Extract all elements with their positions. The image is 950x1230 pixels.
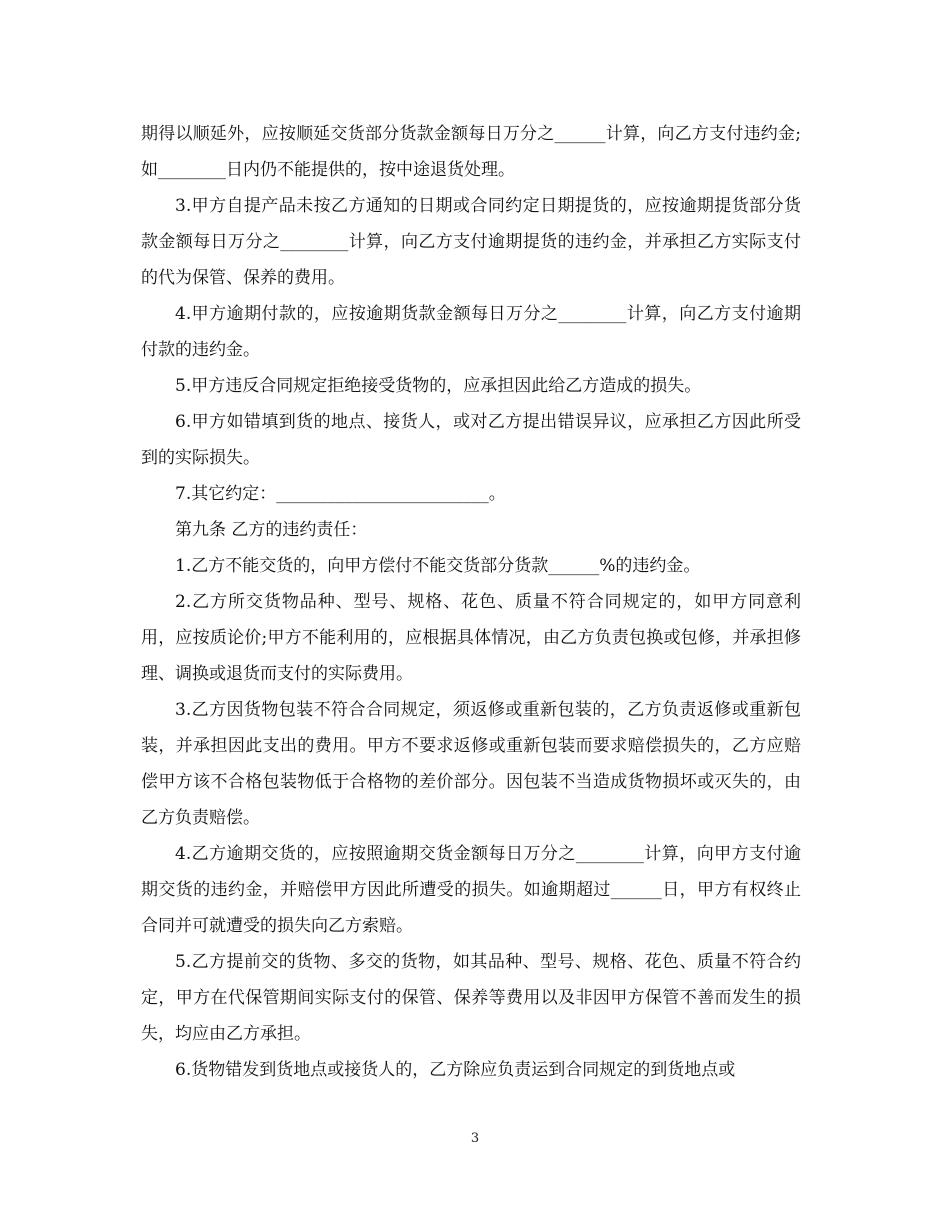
paragraph-10: 3.乙方因货物包装不符合合同规定，须返修或重新包装的，乙方负责返修或重新包装，并承担因此支出的费用。甲方不要求返修或重新包装而要求赔偿损失的，乙方应赔偿甲方该不合格包装物低于合格物的差价部分。因包装不当造成货物损坏或灭失的，由乙方负责赔偿。 bbox=[141, 700, 801, 828]
paragraph-2: 3.甲方自提产品未按乙方通知的日期或合同约定日期提货的，应按逾期提货部分货款金额每日万分之________计算，向乙方支付逾期提货的违约金，并承担乙方实际支付的代为保管、保养的费用。 bbox=[141, 196, 801, 288]
paragraph-1: 期得以顺延外，应按顺延交货部分货款金额每日万分之______计算，向乙方支付违约金;如________日内仍不能提供的，按中途退货处理。 bbox=[141, 124, 801, 180]
paragraph-6: 7.其它约定：_________________________。 bbox=[175, 484, 506, 504]
document-body bbox=[141, 116, 801, 1088]
paragraph-9: 2.乙方所交货物品种、型号、规格、花色、质量不符合同规定的，如甲方同意利用，应按质论价;甲方不能利用的，应根据具体情况，由乙方负责包换或包修，并承担修理、调换或退货而支付的实际费用。 bbox=[141, 592, 801, 684]
paragraph-13: 6.货物错发到货地点或接货人的，乙方除应负责运到合同规定的到货地点或 bbox=[175, 1060, 736, 1080]
paragraph-5: 6.甲方如错填到货的地点、接货人，或对乙方提出错误异议，应承担乙方因此所受到的实际损失。 bbox=[141, 412, 801, 468]
paragraph-3: 4.甲方逾期付款的，应按逾期货款金额每日万分之________计算，向乙方支付逾期付款的违约金。 bbox=[141, 304, 801, 360]
paragraph-4: 5.甲方违反合同规定拒绝接受货物的，应承担因此给乙方造成的损失。 bbox=[175, 376, 702, 396]
section-heading-article-9: 第九条 乙方的违约责任： bbox=[175, 520, 368, 540]
page-number: 3 bbox=[470, 1131, 480, 1146]
paragraph-8: 1.乙方不能交货的，向甲方偿付不能交货部分货款______%的违约金。 bbox=[175, 556, 701, 576]
paragraph-11: 4.乙方逾期交货的，应按照逾期交货金额每日万分之________计算，向甲方支付逾期交货的违约金，并赔偿甲方因此所遭受的损失。如逾期超过______日，甲方有权终止合同并可就遭受的损失向乙方索赔。 bbox=[141, 844, 801, 936]
paragraph-12: 5.乙方提前交的货物、多交的货物，如其品种、型号、规格、花色、质量不符合约定，甲方在代保管期间实际支付的保管、保养等费用以及非因甲方保管不善而发生的损失，均应由乙方承担。 bbox=[141, 952, 801, 1044]
